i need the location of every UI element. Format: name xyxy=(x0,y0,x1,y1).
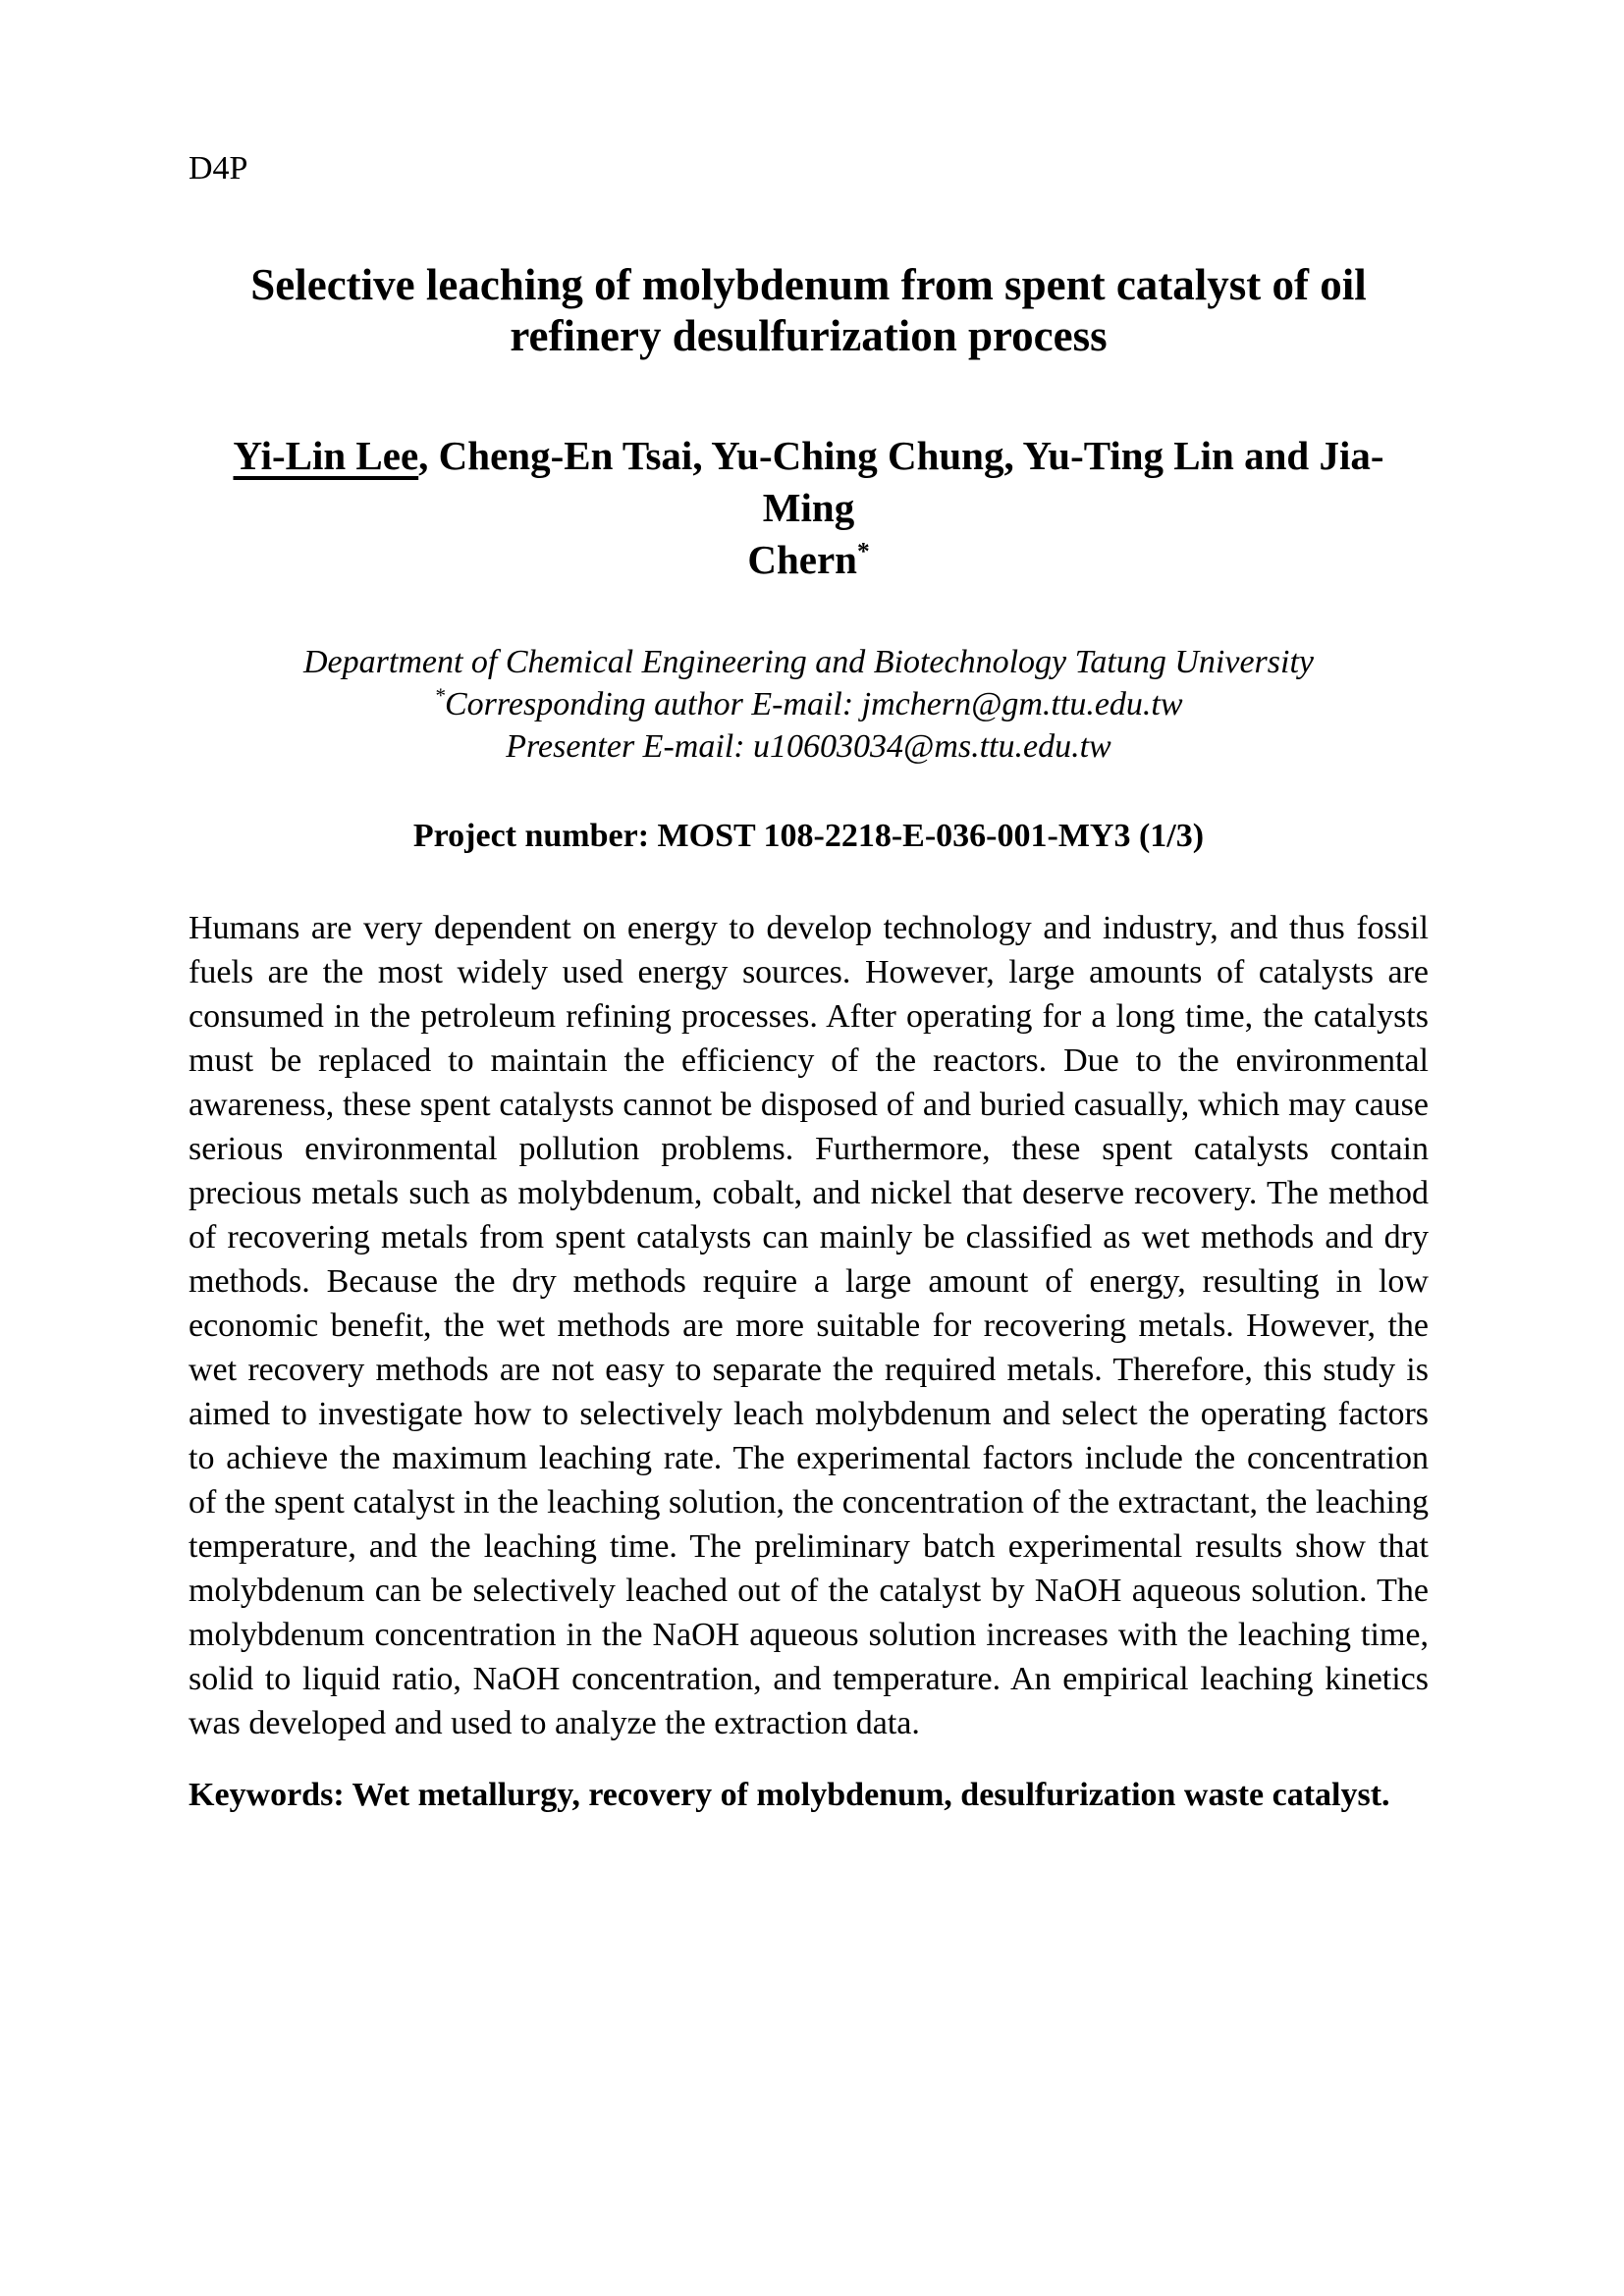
paper-title xyxy=(189,259,1429,361)
corresponding-email-text: Corresponding author E-mail: jmchern@gm.ttu.edu.tw xyxy=(445,686,1183,722)
paper-title-line2: refinery desulfurization process xyxy=(510,311,1108,360)
lead-author: Yi-Lin Lee xyxy=(233,433,419,478)
doc-code: D4P xyxy=(189,150,248,187)
abstract-paragraph: Humans are very dependent on energy to develop technology and industry, and thus fossil fuels are the most widely used energy sources. However, large amounts of catalysts are consumed in the petroleum refining processes. After operating for a long time, the catalysts must be replaced to maintain the efficiency of the reactors. Due to the environmental awareness, these spent catalysts cannot be disposed of and buried casually, which may cause serious environmental pollution problems. Furthermore, these spent catalysts contain precious metals such as molybdenum, cobalt, and nickel that deserve recovery. The method of recovering metals from spent catalysts can mainly be classified as wet methods and dry methods. Because the dry methods require a large amount of energy, resulting in low economic benefit, the wet methods are more suitable for recovering metals. However, the wet recovery methods are not easy to separate the required metals. Therefore, this study is aimed to investigate how to selectively leach molybdenum and select the operating factors to achieve the maximum leaching rate. The experimental factors include the concentration of the spent catalyst in the leaching solution, the concentration of the extractant, the leaching temperature, and the leaching time. The preliminary batch experimental results show that molybdenum can be selectively leached out of the catalyst by NaOH aqueous solution. The molybdenum concentration in the NaOH aqueous solution increases with the leaching time, solid to liquid ratio, NaOH concentration, and temperature. An empirical leaching kinetics was developed and used to analyze the extraction data. xyxy=(189,910,1429,1741)
paper-title-line1: Selective leaching of molybdenum from spent catalyst of oil xyxy=(250,260,1367,309)
affiliation-department: Department of Chemical Engineering and Biotechnology Tatung University xyxy=(303,644,1314,680)
keywords-line: Keywords: Wet metallurgy, recovery of molybdenum, desulfurization waste catalyst. xyxy=(189,1777,1390,1813)
affiliation-block xyxy=(189,641,1429,768)
corresponding-author-marker: * xyxy=(856,537,870,565)
presenter-email-line: Presenter E-mail: u10603034@ms.ttu.edu.tw xyxy=(506,728,1111,765)
corresponding-email-line xyxy=(189,683,1429,725)
authors-line xyxy=(189,430,1429,586)
corresponding-marker: * xyxy=(434,683,445,708)
other-authors: , Cheng-En Tsai, Yu-Ching Chung, Yu-Ting Lin and Jia-Ming xyxy=(418,433,1384,530)
project-number: Project number: MOST 108-2218-E-036-001-MY3 (1/3) xyxy=(412,818,1205,854)
last-author: Chern xyxy=(747,537,857,582)
